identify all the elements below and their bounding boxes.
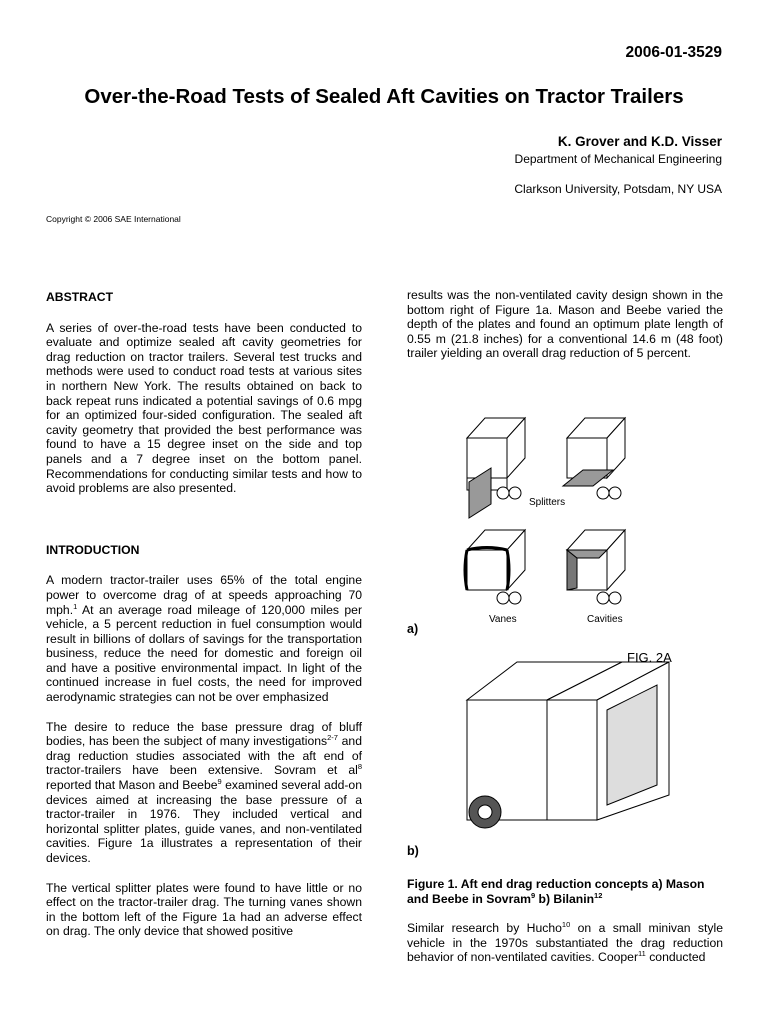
intro-paragraph-3: The vertical splitter plates were found to have little or no effect on the tractor-trailer drag. The turning vanes shown in the bottom left of the Figure 1a had an adverse effect on drag. The only device that showed positive xyxy=(46,880,362,939)
splitter-truck-right xyxy=(563,418,625,499)
splitter-truck-left xyxy=(467,418,525,518)
figure-1 xyxy=(407,400,723,870)
patent-fig-title: FIG. 2A xyxy=(627,650,672,665)
vanes-truck xyxy=(465,530,525,604)
right-column xyxy=(407,288,723,361)
abstract-heading: ABSTRACT xyxy=(46,290,114,304)
intro-paragraph-1: A modern tractor-trailer uses 65% of the total engine power to overcome drag of at speeds approaching 70 mph.$^1$ At an average road mileage of 120,000 miles per vehicle, a 5 percent reduction in fuel consumption would result in billions of dollars of savings for the transportation business, reduce the need for domestic and foreign oil and have a positive environmental impact. In light of the continued increase in fuel costs, the need for improved aerodynamic strategies can not be over emphasized xyxy=(46,573,362,705)
paper-id: 2006-01-3529 xyxy=(625,44,722,61)
intro-paragraph-2: The desire to reduce the base pressure drag of bluff bodies, has been the subject of many investigations$^{2-7}$ and drag reduction studies associated with the aft end of tractor-trailers have been extensive. Sovram et $al^8$ reported that Mason and Beebe$^9$ examined several add-on devices aimed at increasing the base pressure of a tractor-trailer in 1976. They included vertical and horizontal splitter plates, guide vanes, and non-ventilated cavities. Figure 1a illustrates a representation of their devices. xyxy=(46,719,362,865)
department: Department of Mechanical Engineering xyxy=(514,152,722,166)
figure-1-drawing xyxy=(407,400,723,870)
figure-label-b: b) xyxy=(407,844,419,858)
cavities-truck xyxy=(567,530,625,604)
introduction-heading: INTRODUCTION xyxy=(46,542,140,557)
patent-trailer xyxy=(467,662,669,828)
figure-caption: Figure 1. Aft end drag reduction concepts a) Mason and Beebe in Sovram$^9$ b) Bilanin$^{12}$ xyxy=(407,877,705,906)
abstract-text: A series of over-the-road tests have been conducted to evaluate and optimize sealed aft cavity geometries for drag reduction on tractor trailers. Several test trucks and methods were used to conduct road tests at various sites in northern New York. The results obtained on back to back repeat runs indicated a potential savings of 0.6 mpg for an optimized four-sided configuration. The sealed aft cavity geometry that provided the best performance was found to have a 15 degree inset on the side and top panels and a 7 degree inset on the bottom panel. Recommendations for conducting similar tests and how to avoid problems are also presented. xyxy=(46,320,362,496)
authors: K. Grover and K.D. Visser xyxy=(557,134,722,149)
university: Clarkson University, Potsdam, NY USA xyxy=(514,182,722,196)
after-figure-paragraph: Similar research by Hucho$^{10}$ on a small minivan style vehicle in the 1970s substantiated the drag reduction behavior of non-ventilated cavities. Cooper$^{11}$ conducted xyxy=(407,920,723,965)
label-splitters: Splitters xyxy=(529,497,566,508)
paper-title: Over-the-Road Tests of Sealed Aft Cavities on Tractor Trailers xyxy=(84,85,684,108)
label-cavities: Cavities xyxy=(587,614,623,625)
figure-label-a: a) xyxy=(407,622,419,636)
left-column xyxy=(46,290,362,939)
label-vanes: Vanes xyxy=(489,614,517,625)
intro-paragraph-4: results was the non-ventilated cavity design shown in the bottom right of Figure 1a. Mason and Beebe varied the depth of the plates and found an optimum plate length of 0.55 m (21.8 inches) for a conventional 14.6 m (48 foot) trailer yielding an overall drag reduction of 5 percent. xyxy=(407,288,723,361)
copyright: Copyright © 2006 SAE International xyxy=(46,214,181,224)
